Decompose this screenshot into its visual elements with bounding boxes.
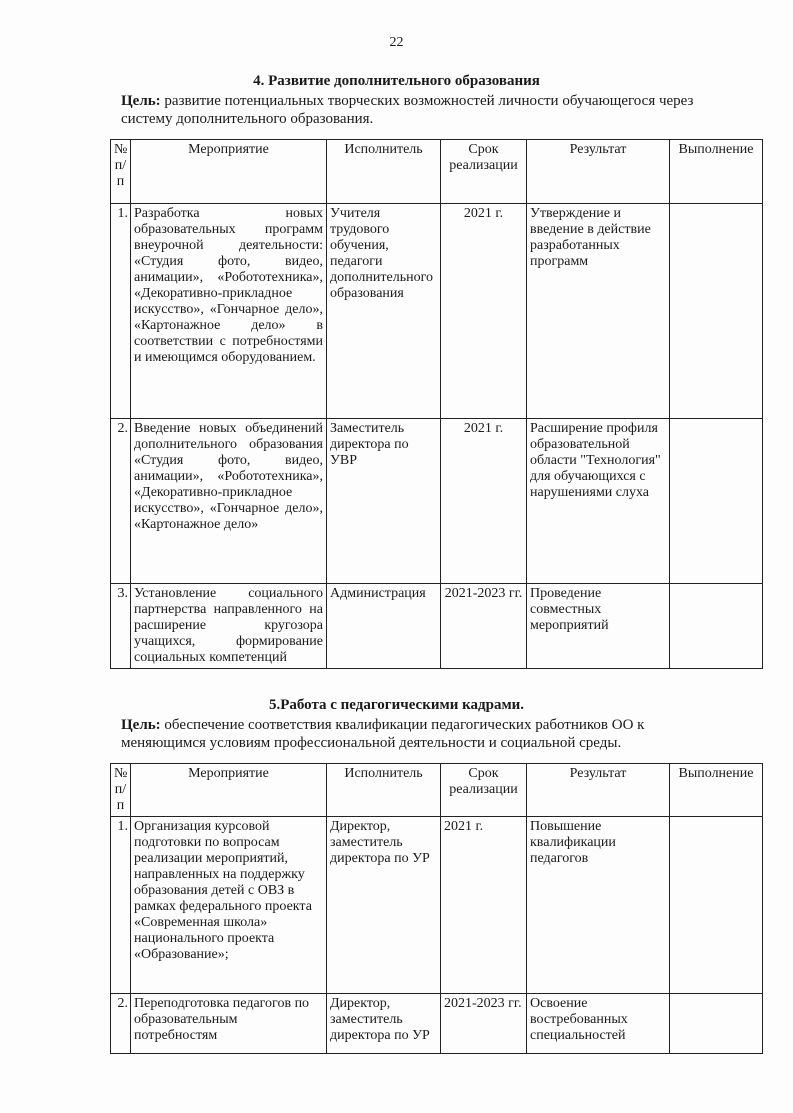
table-row [111,204,763,419]
row-executor: Директор, заместитель директора по УР [327,994,441,1054]
page-number: 22 [389,35,404,50]
row-number: 1. [111,204,131,419]
row-term: 2021 г. [441,419,527,584]
col-header-term: Срок реализации [441,764,527,817]
section5-title: 5.Работа с педагогическими кадрами. [268,697,525,713]
row-event: Организация курсовой подготовки по вопросам реализации мероприятий, направленных на поддержку образования детей с ОВЗ в рамках федерального проекта «Современная школа» национального проекта «Образование»; [131,817,327,994]
col-header-executor: Исполнитель [327,140,441,204]
row-event: Переподготовка педагогов по образовательным потребностям [131,994,327,1054]
table-header-row [111,140,763,204]
row-event: Разработка новых образовательных программ внеурочной деятельности: «Студия фото, видео, анимации», «Робототехника», «Декоративно-прикладное искусство», «Гончарное дело», «Картонажное дело» в соответствии с потребностями и имеющимся оборудованием. [131,204,327,419]
col-header-result: Результат [527,140,670,204]
row-executor: Директор, заместитель директора по УР [327,817,441,994]
row-number: 1. [111,817,131,994]
section5-goal-label: Цель: [121,717,161,733]
row-executor: Заместитель директора по УВР [327,419,441,584]
table-row [111,419,763,584]
col-header-done: Выполнение [670,764,763,817]
table-header-row [111,764,763,817]
row-done [670,419,763,584]
row-number: 2. [111,994,131,1054]
col-header-event: Мероприятие [131,140,327,204]
row-done [670,994,763,1054]
col-header-num: № п/ п [111,140,131,204]
col-header-done: Выполнение [670,140,763,204]
row-result: Освоение востребованных специальностей [527,994,670,1054]
table-row [111,994,763,1054]
col-header-num: № п/п [111,764,131,817]
table-row [111,817,763,994]
row-done [670,817,763,994]
row-number: 3. [111,584,131,669]
section4-goal-text: развитие потенциальных творческих возможностей личности обучающегося через [160,93,694,109]
section4-title: 4. Развитие дополнительного образования [253,73,540,89]
section5-goal-text: обеспечение соответствия квалификации педагогических работников ОО к [160,717,645,733]
row-result: Утверждение и введение в действие разработанных программ [527,204,670,419]
row-result: Расширение профиля образовательной области "Технология" для обучающихся с нарушениями слуха [527,419,670,584]
row-executor: Администрация [327,584,441,669]
row-executor: Учителя трудового обучения, педагоги дополнительного образования [327,204,441,419]
row-number: 2. [111,419,131,584]
row-term: 2021 г. [441,204,527,419]
section4-goal-label: Цель: [121,93,161,109]
section4-goal [121,92,693,128]
row-result: Проведение совместных мероприятий [527,584,670,669]
section5-table [110,763,763,1054]
section4-goal-text2: систему дополнительного образования. [121,111,374,127]
row-done [670,584,763,669]
section4-table [110,139,763,669]
section5-goal-text2: меняющимся условиям профессиональной деятельности и социальной среды. [121,735,622,751]
row-done [670,204,763,419]
row-result: Повышение квалификации педагогов [527,817,670,994]
row-term: 2021-2023 гг. [441,584,527,669]
row-event: Установление социального партнерства направленного на расширение кругозора учащихся, формирование социальных компетенций [131,584,327,669]
row-event: Введение новых объединений дополнительного образования «Студия фото, видео, анимации», «Робототехника», «Декоративно-прикладное искусство», «Гончарное дело», «Картонажное дело» [131,419,327,584]
col-header-result: Результат [527,764,670,817]
section5-goal [121,716,644,752]
col-header-term: Срок реализации [441,140,527,204]
col-header-event: Мероприятие [131,764,327,817]
table-row [111,584,763,669]
row-term: 2021-2023 гг. [441,994,527,1054]
row-term: 2021 г. [441,817,527,994]
col-header-executor: Исполнитель [327,764,441,817]
